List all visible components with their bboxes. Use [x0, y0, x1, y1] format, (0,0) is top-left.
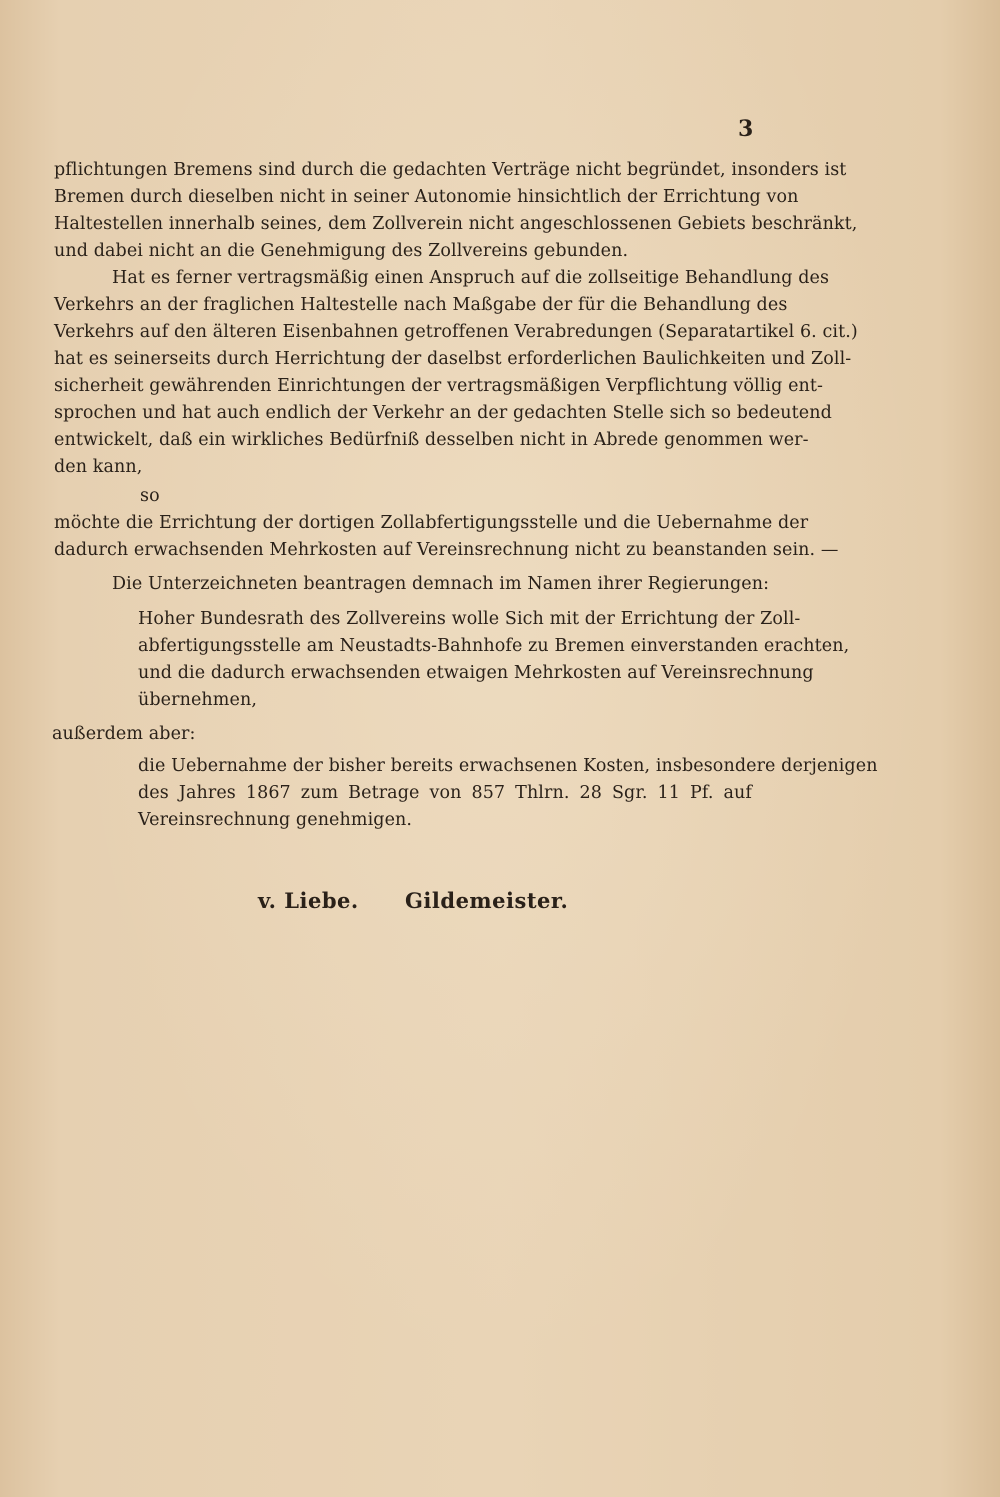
text-line: Verkehrs auf den älteren Eisenbahnen getroffenen Verabredungen (Separatartikel 6. cit.) [54, 322, 858, 342]
text-line: Verkehrs an der fraglichen Haltestelle nach Maßgabe der für die Behandlung des [54, 295, 788, 315]
text-line: sprochen und hat auch endlich der Verkehr an der gedachten Stelle sich so bedeutend [54, 403, 832, 423]
signature-liebe: v. Liebe. [258, 888, 359, 913]
text-line: die Uebernahme der bisher bereits erwachsenen Kosten, insbesondere derjenigen [138, 756, 878, 776]
text-line: abfertigungsstelle am Neustadts-Bahnhofe zu Bremen einverstanden erachten, [138, 636, 850, 656]
page-number: 3 [738, 116, 754, 142]
text-line: außerdem aber: [52, 724, 196, 744]
text-line: möchte die Errichtung der dortigen Zollabfertigungsstelle und die Uebernahme der [54, 513, 809, 533]
text-line: des Jahres 1867 zum Betrage von 857 Thlrn. 28 Sgr. 11 Pf. auf [138, 783, 752, 803]
text-line: und die dadurch erwachsenden etwaigen Mehrkosten auf Vereinsrechnung [138, 663, 814, 683]
text-line: pflichtungen Bremens sind durch die gedachten Verträge nicht begründet, insonders ist [54, 160, 847, 180]
text-line: sicherheit gewährenden Einrichtungen der vertragsmäßigen Verpflichtung völlig ent- [54, 376, 824, 396]
text-line: übernehmen, [138, 690, 257, 710]
text-line: Die Unterzeichneten beantragen demnach im Namen ihrer Regierungen: [112, 574, 770, 594]
text-line: und dabei nicht an die Genehmigung des Zollvereins gebunden. [54, 241, 629, 261]
text-line: Hat es ferner vertragsmäßig einen Anspruch auf die zollseitige Behandlung des [112, 268, 830, 288]
signature-gildemeister: Gildemeister. [405, 888, 569, 913]
text-line: dadurch erwachsenden Mehrkosten auf Vereinsrechnung nicht zu beanstanden sein. — [54, 540, 839, 560]
text-line: den kann, [54, 457, 143, 477]
text-line: so [140, 486, 160, 506]
text-line: Vereinsrechnung genehmigen. [138, 810, 413, 830]
text-line: hat es seinerseits durch Herrichtung der daselbst erforderlichen Baulichkeiten und Zoll- [54, 349, 852, 369]
text-line: entwickelt, daß ein wirkliches Bedürfniß desselben nicht in Abrede genommen wer- [54, 430, 809, 450]
text-line: Haltestellen innerhalb seines, dem Zollverein nicht angeschlossenen Gebiets beschränkt, [54, 214, 858, 234]
text-line: Hoher Bundesrath des Zollvereins wolle Sich mit der Errichtung der Zoll- [138, 609, 801, 629]
text-line: Bremen durch dieselben nicht in seiner Autonomie hinsichtlich der Errichtung von [54, 187, 799, 207]
